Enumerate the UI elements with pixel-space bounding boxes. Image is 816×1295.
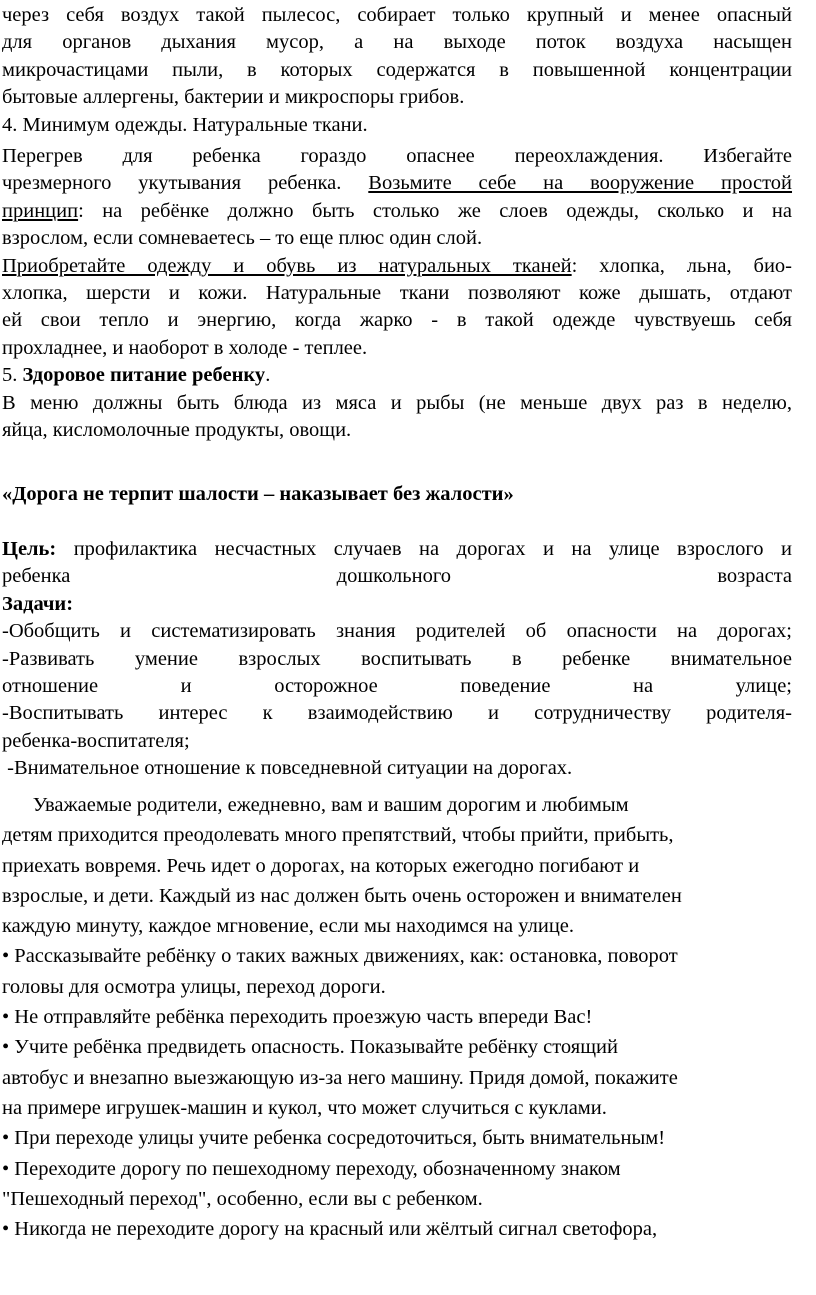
item-5-bold: Здоровое питание ребенку xyxy=(22,364,266,387)
text-line: ей свои тепло и энергию, когда жарко - в такой одежде чувствуешь себя xyxy=(2,309,792,332)
text-line: детям приходится преодолевать много препятствий, чтобы прийти, прибыть, xyxy=(2,824,674,847)
text-line: прохладнее, и наоборот в холоде - теплее. xyxy=(2,336,368,359)
goal-line: ребенка дошкольного возраста xyxy=(2,565,792,588)
text-fragment: : на ребёнке должно быть столько же слоев одежды, сколько и на xyxy=(78,199,792,222)
section-title xyxy=(2,481,792,508)
text-line: яйца, кисломолочные продукты, овощи. xyxy=(2,419,352,442)
task-line: -Воспитывать интерес к взаимодействию и сотрудничеству родителя- xyxy=(2,702,792,725)
paragraph-vacuum xyxy=(2,2,792,139)
text-line: автобус и внезапно выезжающую из-за него машину. Придя домой, покажите xyxy=(2,1066,678,1089)
text-line xyxy=(2,253,792,280)
bullet-item: • Рассказывайте ребёнку о таких важных движениях, как: остановка, поворот xyxy=(2,945,678,968)
text-line: для органов дыхания мусор, а на выходе поток воздуха насыщен xyxy=(2,31,792,54)
goal-line xyxy=(2,536,792,563)
text-line: "Пешеходный переход", особенно, если вы с ребенком. xyxy=(2,1187,483,1210)
section-title-text: «Дорога не терпит шалости – наказывает без жалости» xyxy=(2,483,514,505)
task-line: -Обобщить и систематизировать знания родителей об опасности на дорогах; xyxy=(2,620,792,643)
text-line: через себя воздух такой пылесос, собирает только крупный и менее опасный xyxy=(2,4,792,26)
task-line: -Развивать умение взрослых воспитывать в ребенке внимательное xyxy=(2,647,792,670)
item-4-heading: 4. Минимум одежды. Натуральные ткани. xyxy=(2,113,368,136)
task-line: -Внимательное отношение к повседневной ситуации на дорогах. xyxy=(2,757,573,780)
underlined-principle: Возьмите себе на вооружение простой xyxy=(368,172,793,195)
text-line: микрочастицами пыли, в которых содержатся в повышенной концентрации xyxy=(2,58,792,81)
text-line: Перегрев для ребенка гораздо опаснее переохлаждения. Избегайте xyxy=(2,145,792,167)
parents-advice xyxy=(2,790,802,1244)
paragraph-clothing xyxy=(2,143,792,444)
goal-text: профилактика несчастных случаев на дорогах и на улице взрослого и xyxy=(56,538,792,560)
bullet-item: • Не отправляйте ребёнка переходить проезжую часть впереди Вас! xyxy=(2,1006,593,1029)
text-line: на примере игрушек-машин и кукол, что может случиться с куклами. xyxy=(2,1096,607,1119)
punctuation: . xyxy=(265,364,271,387)
bullet-item: • Учите ребёнка предвидеть опасность. Показывайте ребёнку стоящий xyxy=(2,1036,618,1059)
underlined-principle-end: принцип xyxy=(2,199,79,222)
text-line: приехать вовремя. Речь идет о дорогах, на которых ежегодно погибают и xyxy=(2,854,640,877)
tasks-label xyxy=(2,591,792,618)
bullet-item: • Никогда не переходите дорогу на красный или жёлтый сигнал светофора, xyxy=(2,1218,658,1241)
text-line: бытовые аллергены, бактерии и микроспоры грибов. xyxy=(2,86,465,109)
text-line xyxy=(2,170,792,197)
task-line: отношение и осторожное поведение на улице; xyxy=(2,675,792,698)
bullet-item: • При переходе улицы учите ребенка сосредоточиться, быть внимательным! xyxy=(2,1127,666,1150)
item-5-heading xyxy=(2,362,792,389)
text-line xyxy=(2,198,792,225)
text-line: Уважаемые родители, ежедневно, вам и вашим дорогим и любимым xyxy=(2,794,629,816)
text-line: взрослые, и дети. Каждый из нас должен быть очень осторожен и внимателен xyxy=(2,884,682,907)
text-line: каждую минуту, каждое мгновение, если мы находимся на улице. xyxy=(2,915,575,938)
tasks-label-text: Задачи: xyxy=(2,592,74,615)
goal-and-tasks xyxy=(2,536,792,783)
text-line: головы для осмотра улицы, переход дороги. xyxy=(2,975,386,998)
text-fragment: : хлопка, льна, био- xyxy=(571,254,792,277)
underlined-natural-fabrics: Приобретайте одежду и обувь из натуральных тканей xyxy=(2,254,572,277)
bullet-item: • Переходите дорогу по пешеходному переходу, обозначенному знаком xyxy=(2,1157,621,1180)
text-line: В меню должны быть блюда из мяса и рыбы (не меньше двух раз в неделю, xyxy=(2,391,792,414)
text-line: взрослом, если сомневаетесь – то еще плюс один слой. xyxy=(2,227,483,250)
task-line: ребенка-воспитателя; xyxy=(2,729,190,752)
item-number: 5. xyxy=(2,364,23,387)
text-line: хлопка, шерсти и кожи. Натуральные ткани позволяют коже дышать, отдают xyxy=(2,282,792,305)
goal-label: Цель: xyxy=(2,538,57,560)
text-fragment: чрезмерного укутывания ребенка. xyxy=(2,172,369,195)
